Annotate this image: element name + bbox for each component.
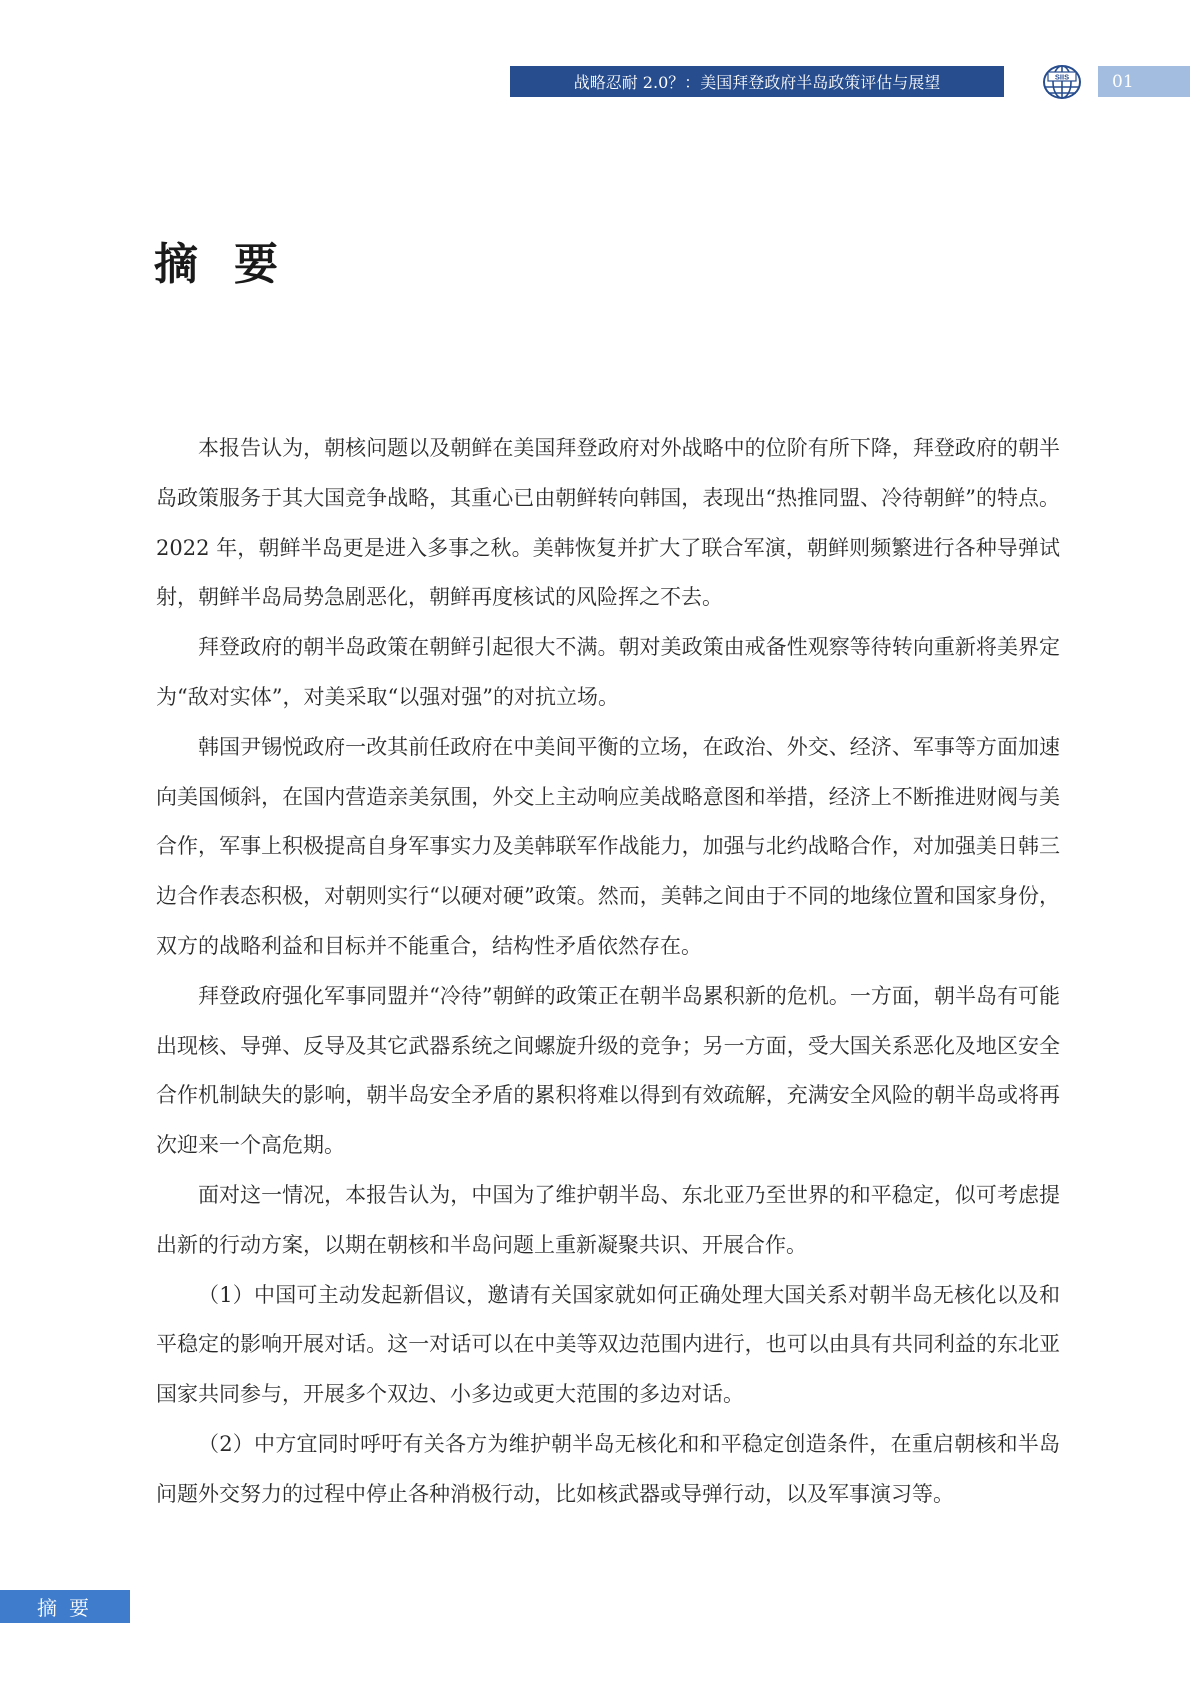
paragraph: （2）中方宜同时呼吁有关各方为维护朝半岛无核化和和平稳定创造条件，在重启朝核和半岛问题外交努力的过程中停止各种消极行动，比如核武器或导弹行动，以及军事演习等。 [156, 1431, 1060, 1506]
paragraph: 韩国尹锡悦政府一改其前任政府在中美间平衡的立场，在政治、外交、经济、军事等方面加速向美国倾斜，在国内营造亲美氛围，外交上主动响应美战略意图和举措，经济上不断推进财阀与美合作，军事上积极提高自身军事实力及美韩联军作战能力，加强与北约战略合作，对加强美日韩三边合作表态积极，对朝则实行“以硬对硬”政策。然而，美韩之间由于不同的地缘位置和国家身份，双方的战略利益和目标并不能重合，结构性矛盾依然存在。 [156, 734, 1060, 958]
page-number: 01 [1098, 66, 1190, 97]
paragraph: 本报告认为，朝核问题以及朝鲜在美国拜登政府对外战略中的位阶有所下降，拜登政府的朝半岛政策服务于其大国竞争战略，其重心已由朝鲜转向韩国，表现出“热推同盟、冷待朝鲜”的特点。2022 年，朝鲜半岛更是进入多事之秋。美韩恢复并扩大了联合军演，朝鲜则频繁进行各种导弹试射，朝鲜半岛局势急剧恶化，朝鲜再度核试的风险挥之不去。 [156, 436, 1060, 610]
paragraph: （1）中国可主动发起新倡议，邀请有关国家就如何正确处理大国关系对朝半岛无核化以及和平稳定的影响开展对话。这一对话可以在中美等双边范围内进行，也可以由具有共同利益的东北亚国家共同参与，开展多个双边、小多边或更大范围的多边对话。 [156, 1282, 1060, 1407]
running-header-title: 战略忍耐 2.0？：美国拜登政府半岛政策评估与展望 [573, 73, 941, 92]
logo-text: SIIS [1054, 72, 1070, 82]
footer-section-label: 摘要 [37, 1596, 101, 1620]
running-header-title-bar [510, 66, 1004, 97]
page-title: 摘要 [154, 239, 314, 290]
siis-globe-logo-icon [1042, 64, 1082, 100]
siis-logo-graphic [1042, 64, 1082, 100]
abstract-body [156, 424, 1060, 1520]
paragraph: 面对这一情况，本报告认为，中国为了维护朝半岛、东北亚乃至世界的和平稳定，似可考虑提出新的行动方案，以期在朝核和半岛问题上重新凝聚共识、开展合作。 [156, 1182, 1060, 1257]
paragraph: 拜登政府的朝半岛政策在朝鲜引起很大不满。朝对美政策由戒备性观察等待转向重新将美界定为“敌对实体”，对美采取“以强对强”的对抗立场。 [156, 635, 1060, 709]
paragraph: 拜登政府强化军事同盟并“冷待”朝鲜的政策正在朝半岛累积新的危机。一方面，朝半岛有可能出现核、导弹、反导及其它武器系统之间螺旋升级的竞争；另一方面，受大国关系恶化及地区安全合作机制缺失的影响，朝半岛安全矛盾的累积将难以得到有效疏解，充满安全风险的朝半岛或将再次迎来一个高危期。 [156, 983, 1060, 1158]
footer-section-tab [0, 1590, 130, 1623]
